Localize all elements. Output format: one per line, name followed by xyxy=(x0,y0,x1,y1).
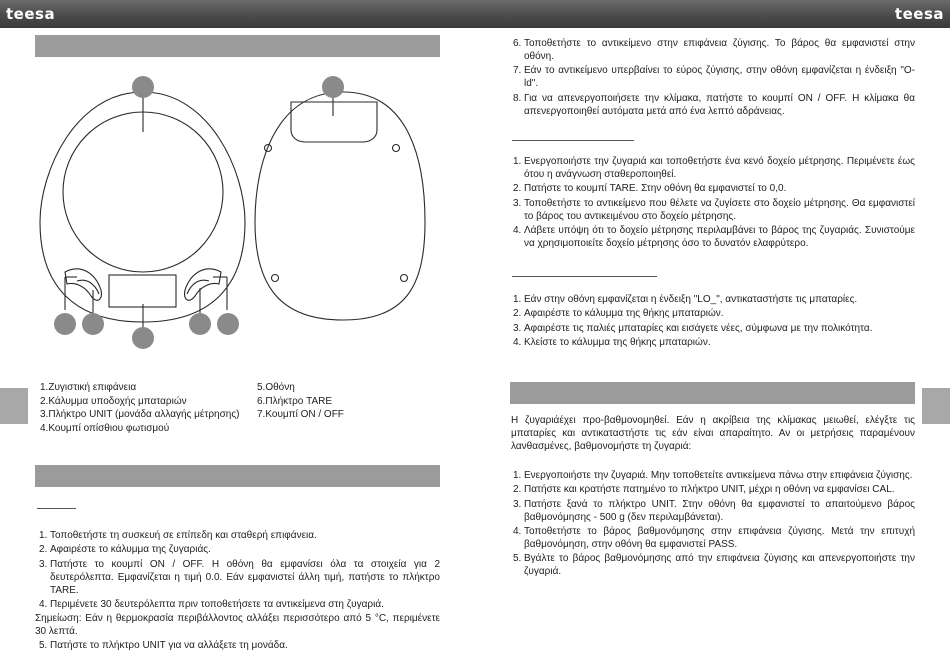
scale-diagram xyxy=(35,72,440,352)
page-thumb-tab-left xyxy=(0,388,28,424)
section-bar-product-description xyxy=(35,35,440,57)
legend-item: 6.Πλήκτρο TARE xyxy=(257,395,333,407)
callout-marker-7 xyxy=(217,313,239,335)
callout-marker-2 xyxy=(322,76,344,98)
list-item: 4. Τοποθετήστε το βάρος βαθμονόμησης στην επιφάνεια ζύγισης. Μετά την επιτυχή βαθμονόμηση, στην οθόνη θα εμφανιστεί PASS. xyxy=(513,525,915,550)
parts-legend-col1 xyxy=(40,381,239,435)
list-item: 5. Πατήστε το πλήκτρο UNIT για να αλλάξετε τη μονάδα. xyxy=(39,640,288,652)
callout-marker-4 xyxy=(82,313,104,335)
right-buttons-outline xyxy=(185,269,221,300)
brand-logo-left: teesa xyxy=(6,5,56,23)
list-item: 1. Ενεργοποιήστε την ζυγαριά και τοποθετήστε ένα κενό δοχείο μέτρησης. Περιμένετε έως ότου η ανάγνωση σταθεροποιηθεί. xyxy=(513,156,915,180)
list-item: 4. Κλείστε το κάλυμμα της θήκης μπαταριών. xyxy=(513,336,711,348)
note-text: Σημείωση: Εάν η θερμοκρασία περιβάλλοντος αλλάξει περισσότερο από 5 °C, περιμένετε 30 λεπτά. xyxy=(35,613,440,638)
list-item: 6. Τοποθετήστε το αντικείμενο στην επιφάνεια ζύγισης. Το βάρος θα εμφανιστεί στην οθόνη. xyxy=(513,38,915,62)
callout-marker-5 xyxy=(132,327,154,349)
weighing-surface-outline xyxy=(63,112,223,272)
list-item: 4. Λάβετε υπόψη ότι το δοχείο μέτρησης περιλαμβάνει το βάρος της ζυγαριάς. Συνιστούμε να χρησιμοποιείτε δοχείο μέτρησης όσο το δυνατόν ελαφρύτερο. xyxy=(513,224,915,249)
list-item: 1. Εάν στην οθόνη εμφανίζεται η ένδειξη "LO_", αντικαταστήστε τις μπαταρίες. xyxy=(513,294,858,305)
legend-item: 1.Ζυγιστική επιφάνεια xyxy=(40,382,137,393)
calibration-intro xyxy=(511,414,915,454)
list-item: 7. Εάν το αντικείμενο υπερβαίνει το εύρος ζύγισης, στην οθόνη εμφανίζεται η ένδειξη "O-ld". xyxy=(513,65,915,90)
display-window xyxy=(109,275,176,307)
section-bar-operation xyxy=(35,465,440,487)
legend-item: 4.Κουμπί οπίσθιου φωτισμού xyxy=(40,422,170,434)
operation-steps xyxy=(37,529,440,654)
callout-marker-1 xyxy=(132,76,154,98)
legend-item: 7.Κουμπί ON / OFF xyxy=(257,409,344,420)
brand-logo-right: teesa xyxy=(894,5,944,23)
list-item: 4. Περιμένετε 30 δευτερόλεπτα πριν τοποθετήσετε τα αντικείμενα στη ζυγαριά. xyxy=(39,598,384,610)
legend-item: 3.Πλήκτρο UNIT (μονάδα αλλαγής μέτρησης) xyxy=(40,409,240,420)
subheading-rule-weighing xyxy=(37,508,76,509)
list-item: 2. Πατήστε το κουμπί TARE. Στην οθόνη θα εμφανιστεί το 0,0. xyxy=(513,183,787,195)
page-thumb-tab-right xyxy=(922,388,950,424)
parts-legend-col2 xyxy=(257,381,344,422)
list-item: 3. Πατήστε ξανά το πλήκτρο UNIT. Στην οθόνη θα εμφανιστεί το απαιτούμενο βάρος βαθμονόμησης - 500 g (δεν περιλαμβάνεται). xyxy=(513,498,915,523)
subheading-rule-batteries xyxy=(512,276,657,277)
list-item: 3. Αφαιρέστε τις παλιές μπαταρίες και εισάγετε νέες, σύμφωνα με την πολικότητα. xyxy=(513,322,873,334)
list-item: 3. Πατήστε το κουμπί ON / OFF. Η οθόνη θα εμφανίσει όλα τα στοιχεία για 2 δευτερόλεπτα. Εμφανίζεται η τιμή 0.0. Εάν εμφανιστεί άλλη τιμή, πατήστε το πλήκτρο TARE. xyxy=(39,558,440,596)
header-bar xyxy=(0,0,950,28)
legend-item: 2.Κάλυμμα υποδοχής μπαταριών xyxy=(40,395,187,407)
legend-item: 5.Οθόνη xyxy=(257,382,295,393)
list-item: 8. Για να απενεργοποιήσετε την κλίμακα, πατήστε το κουμπί ON / OFF. Η κλίμακα θα απενεργοποιηθεί αυτόματα μετά από ένα λεπτό αδράνειας. xyxy=(513,92,915,117)
section-bar-calibration xyxy=(510,382,915,404)
callout-marker-3 xyxy=(54,313,76,335)
left-buttons-outline xyxy=(65,269,101,300)
battery-steps xyxy=(513,293,915,350)
list-item: 2. Αφαιρέστε το κάλυμμα της ζυγαριάς. xyxy=(39,544,211,556)
list-item: 1. Ενεργοποιήστε την ζυγαριά. Μην τοποθετείτε αντικείμενα πάνω στην επιφάνεια ζύγισης. xyxy=(513,470,913,481)
list-item: 3. Τοποθετήστε το αντικείμενο που θέλετε να ζυγίσετε στο δοχείο μέτρησης. Θα εμφανιστεί το βάρος του αντικειμένου στο δοχείο μέτρησης. xyxy=(513,197,915,222)
callout-marker-6 xyxy=(189,313,211,335)
scale-back-body xyxy=(255,92,425,320)
list-item: 5. Βγάλτε το βάρος βαθμονόμησης από την επιφάνεια ζύγισης και απενεργοποιήστε την ζυγαριά. xyxy=(513,553,915,578)
battery-cover xyxy=(291,102,377,142)
weighing-steps xyxy=(513,37,915,119)
calibration-steps xyxy=(513,469,915,579)
subheading-rule-tare xyxy=(512,140,634,141)
paragraph: Η ζυγαριάέχει προ-βαθμονομηθεί. Εάν η ακρίβεια της κλίμακας μειωθεί, ελέγξτε τις μπαταρίες και αντικαταστήστε τις εάν είναι απαραίτητο. Αν οι μετρήσεις παραμένουν λανθασμένες, βαθμονομήστε τη ζυγαριά: xyxy=(511,415,915,452)
list-item: 2. Πατήστε και κρατήστε πατημένο το πλήκτρο UNIT, μέχρι η οθόνη να εμφανίσει CAL. xyxy=(513,484,895,496)
tare-steps xyxy=(513,155,915,251)
list-item: 1. Τοποθετήστε τη συσκευή σε επίπεδη και σταθερή επιφάνεια. xyxy=(39,530,317,541)
list-item: 2. Αφαιρέστε το κάλυμμα της θήκης μπαταριών. xyxy=(513,308,724,320)
